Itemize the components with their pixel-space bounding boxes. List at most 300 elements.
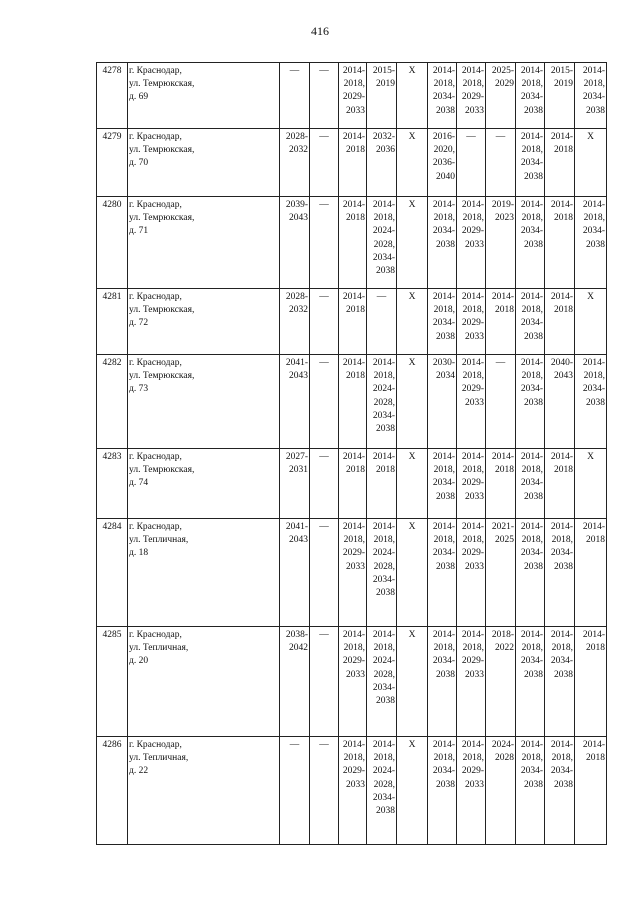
schedule-line: 2028, xyxy=(373,669,395,680)
address-line: д. 73 xyxy=(129,384,149,395)
schedule-line: 2025 xyxy=(495,535,514,546)
schedule-line: 2038 xyxy=(436,105,455,116)
schedule-line: 2014- xyxy=(550,132,573,142)
schedule-cell xyxy=(486,129,516,197)
schedule-line: 2038 xyxy=(524,779,543,790)
schedule-line: 2034- xyxy=(372,410,395,421)
schedule-line: 2038 xyxy=(376,266,395,277)
schedule-line: 2014- xyxy=(582,200,605,210)
schedule-line: 2018, xyxy=(521,79,543,90)
schedule-cell xyxy=(486,627,516,737)
schedule-line: 2019 xyxy=(554,79,573,90)
schedule-line: 2023 xyxy=(495,213,514,224)
schedule-line: 2038 xyxy=(554,669,573,680)
schedule-line: 2014- xyxy=(432,292,455,302)
address-line: г. Краснодар, xyxy=(129,740,182,750)
address-cell xyxy=(128,627,280,737)
schedule-line: 2018 xyxy=(554,145,573,156)
schedule-line: 2036- xyxy=(432,158,455,169)
address-cell xyxy=(128,355,280,449)
schedule-cell xyxy=(367,289,397,355)
address-line: д. 69 xyxy=(129,92,149,103)
schedule-line: 2018, xyxy=(521,145,543,156)
schedule-line: X xyxy=(408,740,416,750)
schedule-line: — xyxy=(466,132,476,142)
address-line: ул. Темрюкская, xyxy=(129,371,195,382)
schedule-line: 2018, xyxy=(433,305,455,316)
table-row xyxy=(97,129,607,197)
schedule-cell xyxy=(310,737,339,845)
schedule-line: 2038 xyxy=(436,779,455,790)
schedule-line: 2042 xyxy=(289,643,308,654)
schedule-cell xyxy=(280,129,310,197)
schedule-line: X xyxy=(408,200,416,210)
schedule-line: 2014- xyxy=(520,630,543,640)
schedule-line: X xyxy=(408,630,416,640)
schedule-line: 2014- xyxy=(520,740,543,750)
schedule-cell xyxy=(280,197,310,289)
schedule-cell xyxy=(367,63,397,129)
schedule-line: 2014- xyxy=(491,452,514,462)
schedule-line: 2018, xyxy=(373,753,395,764)
schedule-line: 2029- xyxy=(342,766,365,777)
schedule-cell xyxy=(428,197,457,289)
schedule-line: 2014- xyxy=(582,522,605,532)
schedule-line: 2018, xyxy=(433,753,455,764)
schedule-line: 2027- xyxy=(285,452,308,462)
address-line: ул. Темрюкская, xyxy=(129,79,195,90)
schedule-line: 2029 xyxy=(495,79,514,90)
schedule-line: 2018, xyxy=(551,535,573,546)
schedule-cell xyxy=(280,289,310,355)
schedule-line: X xyxy=(408,132,416,142)
schedule-cell xyxy=(428,627,457,737)
schedule-line: 2040- xyxy=(550,358,573,368)
schedule-cell xyxy=(545,197,575,289)
address-line: д. 18 xyxy=(129,548,149,559)
schedule-line: X xyxy=(408,292,416,302)
schedule-cell xyxy=(575,737,607,845)
schedule-cell xyxy=(397,737,428,845)
schedule-cell xyxy=(397,289,428,355)
row-number: 4278 xyxy=(97,63,128,129)
schedule-cell xyxy=(516,289,545,355)
schedule-line: 2034- xyxy=(432,656,455,667)
schedule-line: 2038 xyxy=(524,105,543,116)
schedule-line: 2033 xyxy=(465,561,484,572)
schedule-line: — xyxy=(319,200,329,210)
schedule-line: 2018, xyxy=(462,79,484,90)
schedule-cell xyxy=(397,197,428,289)
schedule-line: 2014- xyxy=(520,200,543,210)
schedule-line: — xyxy=(495,132,506,142)
schedule-cell xyxy=(367,627,397,737)
schedule-line: 2014- xyxy=(520,292,543,302)
schedule-line: 2018, xyxy=(373,371,395,382)
address-line: д. 72 xyxy=(129,318,149,329)
table-row xyxy=(97,289,607,355)
schedule-cell xyxy=(575,197,607,289)
schedule-line: 2034- xyxy=(432,318,455,329)
schedule-cell xyxy=(310,197,339,289)
schedule-line: 2034- xyxy=(520,766,543,777)
schedule-line: 2018, xyxy=(551,643,573,654)
schedule-line: 2018, xyxy=(521,643,543,654)
schedule-line: 2041- xyxy=(285,522,308,532)
address-cell xyxy=(128,129,280,197)
schedule-line: — xyxy=(319,452,329,462)
table-row xyxy=(97,197,607,289)
schedule-cell xyxy=(339,63,367,129)
schedule-line: 2014- xyxy=(342,740,365,750)
address-line: д. 20 xyxy=(129,656,149,667)
address-line: ул. Темрюкская, xyxy=(129,465,195,476)
schedule-line: 2029- xyxy=(461,92,484,103)
table-row xyxy=(97,627,607,737)
schedule-line: 2028 xyxy=(495,753,514,764)
address-line: ул. Тепличная, xyxy=(129,753,189,764)
schedule-line: 2033 xyxy=(346,561,365,572)
schedule-cell xyxy=(310,63,339,129)
schedule-line: 2038 xyxy=(436,331,455,342)
address-line: д. 70 xyxy=(129,158,149,169)
schedule-line: — xyxy=(319,630,329,640)
schedule-line: 2038 xyxy=(376,424,395,435)
schedule-line: 2039- xyxy=(285,200,308,210)
schedule-line: — xyxy=(319,358,329,368)
schedule-line: 2014- xyxy=(342,522,365,532)
schedule-line: 2020, xyxy=(433,145,455,156)
schedule-line: 2014- xyxy=(342,630,365,640)
schedule-line: 2018 xyxy=(376,465,395,476)
schedule-line: — xyxy=(319,522,329,532)
schedule-line: 2038 xyxy=(524,669,543,680)
row-number: 4284 xyxy=(97,519,128,627)
schedule-line: 2014- xyxy=(520,66,543,76)
schedule-line: 2018, xyxy=(521,213,543,224)
schedule-line: 2014- xyxy=(520,358,543,368)
schedule-line: 2034- xyxy=(432,548,455,559)
schedule-line: 2024- xyxy=(372,384,395,395)
schedule-cell xyxy=(428,289,457,355)
schedule-line: 2018, xyxy=(433,79,455,90)
schedule-line: 2018, xyxy=(343,79,365,90)
address-cell xyxy=(128,737,280,845)
schedule-line: — xyxy=(319,66,329,76)
schedule-line: 2033 xyxy=(465,239,484,250)
address-cell xyxy=(128,519,280,627)
table-row xyxy=(97,355,607,449)
schedule-line: 2034- xyxy=(582,226,605,237)
schedule-line: 2014- xyxy=(461,522,484,532)
schedule-line: 2014- xyxy=(520,132,543,142)
schedule-line: 2014- xyxy=(432,66,455,76)
schedule-line: 2028, xyxy=(373,779,395,790)
schedule-line: 2018, xyxy=(583,79,605,90)
schedule-cell xyxy=(280,519,310,627)
schedule-line: 2034- xyxy=(432,92,455,103)
schedule-line: — xyxy=(319,740,329,750)
schedule-line: 2028, xyxy=(373,561,395,572)
address-line: д. 71 xyxy=(129,226,149,237)
schedule-line: 2018 xyxy=(495,305,514,316)
schedule-line: 2034- xyxy=(372,682,395,693)
schedule-line: 2029- xyxy=(342,656,365,667)
schedule-line: 2033 xyxy=(465,397,484,408)
schedule-line: 2014- xyxy=(432,522,455,532)
schedule-cell xyxy=(339,289,367,355)
schedule-line: 2043 xyxy=(289,371,308,382)
schedule-line: 2018, xyxy=(521,535,543,546)
address-line: ул. Тепличная, xyxy=(129,643,189,654)
schedule-line: 2038 xyxy=(586,239,605,250)
schedule-line: 2018, xyxy=(373,213,395,224)
schedule-line: 2024- xyxy=(491,740,514,750)
schedule-line: 2033 xyxy=(346,779,365,790)
schedule-line: 2034 xyxy=(436,371,455,382)
schedule-cell xyxy=(339,355,367,449)
schedule-line: 2018, xyxy=(583,371,605,382)
schedule-cell xyxy=(575,129,607,197)
schedule-line: 2018, xyxy=(433,213,455,224)
schedule-line: 2014- xyxy=(372,358,395,368)
schedule-line: 2038 xyxy=(586,105,605,116)
schedule-cell xyxy=(486,449,516,519)
schedule-line: 2018, xyxy=(462,535,484,546)
page-number: 416 xyxy=(311,24,329,38)
schedule-line: 2025- xyxy=(491,66,514,76)
schedule-line: 2028, xyxy=(373,397,395,408)
schedule-cell xyxy=(516,63,545,129)
schedule-line: 2038 xyxy=(524,331,543,342)
schedule-line: 2043 xyxy=(289,213,308,224)
schedule-line: 2032 xyxy=(289,145,308,156)
address-line: г. Краснодар, xyxy=(129,66,182,76)
schedule-line: 2038- xyxy=(285,630,308,640)
schedule-cell xyxy=(310,627,339,737)
schedule-cell xyxy=(575,519,607,627)
schedule-line: 2038 xyxy=(376,696,395,707)
schedule-line: 2014- xyxy=(520,522,543,532)
schedule-cell xyxy=(428,449,457,519)
schedule-cell xyxy=(457,197,486,289)
schedule-line: 2018, xyxy=(521,465,543,476)
schedule-line: 2034- xyxy=(520,548,543,559)
schedule-line: 2014- xyxy=(342,452,365,462)
schedule-cell xyxy=(367,449,397,519)
schedule-cell xyxy=(457,519,486,627)
schedule-line: 2028, xyxy=(373,239,395,250)
schedule-line: 2038 xyxy=(586,397,605,408)
schedule-cell xyxy=(397,355,428,449)
schedule-line: X xyxy=(408,522,416,532)
row-number: 4283 xyxy=(97,449,128,519)
address-cell xyxy=(128,289,280,355)
schedule-line: 2014- xyxy=(342,66,365,76)
address-line: ул. Темрюкская, xyxy=(129,145,195,156)
schedule-cell xyxy=(486,355,516,449)
schedule-cell xyxy=(545,519,575,627)
schedule-line: 2014- xyxy=(342,200,365,210)
schedule-cell xyxy=(575,355,607,449)
schedule-line: 2018, xyxy=(462,643,484,654)
row-number: 4279 xyxy=(97,129,128,197)
schedule-line: 2029- xyxy=(461,226,484,237)
schedule-line: 2014- xyxy=(461,358,484,368)
table-row xyxy=(97,449,607,519)
schedule-line: 2014- xyxy=(461,740,484,750)
schedule-line: 2034- xyxy=(520,318,543,329)
schedule-line: X xyxy=(408,358,416,368)
schedule-cell xyxy=(486,289,516,355)
schedule-line: 2032- xyxy=(372,132,395,142)
schedule-line: 2018, xyxy=(521,753,543,764)
schedule-cell xyxy=(367,197,397,289)
row-number: 4286 xyxy=(97,737,128,845)
schedule-line: 2019 xyxy=(376,79,395,90)
schedule-line: 2033 xyxy=(465,331,484,342)
schedule-line: 2018, xyxy=(433,643,455,654)
schedule-line: 2014- xyxy=(432,200,455,210)
schedule-line: 2016- xyxy=(432,132,455,142)
schedule-cell xyxy=(397,129,428,197)
schedule-line: 2034- xyxy=(550,548,573,559)
schedule-line: 2038 xyxy=(436,669,455,680)
schedule-cell xyxy=(486,63,516,129)
schedule-cell xyxy=(486,197,516,289)
schedule-line: 2034- xyxy=(432,226,455,237)
schedule-line: 2034- xyxy=(372,574,395,585)
schedule-cell xyxy=(545,63,575,129)
schedule-line: 2029- xyxy=(461,548,484,559)
schedule-cell xyxy=(310,129,339,197)
schedule-line: 2024- xyxy=(372,766,395,777)
address-line: г. Краснодар, xyxy=(129,200,182,210)
address-line: г. Краснодар, xyxy=(129,292,182,302)
schedule-cell xyxy=(486,737,516,845)
schedule-line: 2034- xyxy=(520,478,543,489)
schedule-line: 2014- xyxy=(432,452,455,462)
schedule-line: 2034- xyxy=(520,158,543,169)
schedule-cell xyxy=(310,289,339,355)
schedule-line: 2014- xyxy=(582,66,605,76)
schedule-line: 2029- xyxy=(461,766,484,777)
schedule-line: 2038 xyxy=(554,561,573,572)
schedule-line: 2018 xyxy=(346,371,365,382)
schedule-cell xyxy=(575,449,607,519)
schedule-line: 2014- xyxy=(372,200,395,210)
schedule-cell xyxy=(280,63,310,129)
schedule-line: 2015- xyxy=(550,66,573,76)
schedule-line: 2015- xyxy=(372,66,395,76)
schedule-line: 2018 xyxy=(586,753,605,764)
schedule-line: 2014- xyxy=(582,740,605,750)
schedule-cell xyxy=(516,519,545,627)
schedule-cell xyxy=(339,129,367,197)
schedule-line: 2034- xyxy=(520,92,543,103)
schedule-cell xyxy=(457,627,486,737)
address-line: г. Краснодар, xyxy=(129,132,182,142)
schedule-line: 2043 xyxy=(554,371,573,382)
schedule-line: 2036 xyxy=(376,145,395,156)
schedule-line: 2033 xyxy=(346,105,365,116)
schedule-cell xyxy=(310,449,339,519)
schedule-line: 2019- xyxy=(491,200,514,210)
schedule-line: 2033 xyxy=(465,105,484,116)
schedule-cell xyxy=(457,129,486,197)
schedule-line: 2038 xyxy=(436,239,455,250)
address-line: ул. Тепличная, xyxy=(129,535,189,546)
schedule-line: 2028- xyxy=(285,292,308,302)
schedule-line: 2018, xyxy=(433,535,455,546)
address-line: г. Краснодар, xyxy=(129,452,182,462)
schedule-line: 2014- xyxy=(372,740,395,750)
schedule-line: 2018, xyxy=(343,643,365,654)
schedule-cell xyxy=(457,737,486,845)
housing-repair-schedule-table xyxy=(96,62,607,845)
schedule-line: 2018, xyxy=(551,753,573,764)
schedule-cell xyxy=(516,627,545,737)
schedule-line: 2014- xyxy=(342,132,365,142)
schedule-line: 2022 xyxy=(495,643,514,654)
address-line: д. 22 xyxy=(129,766,149,777)
address-cell xyxy=(128,197,280,289)
schedule-line: 2018 xyxy=(346,145,365,156)
schedule-line: 2024- xyxy=(372,548,395,559)
address-cell xyxy=(128,449,280,519)
schedule-line: 2018, xyxy=(462,213,484,224)
schedule-cell xyxy=(310,355,339,449)
schedule-line: 2034- xyxy=(582,384,605,395)
schedule-line: 2040 xyxy=(436,171,455,182)
schedule-line: 2041- xyxy=(285,358,308,368)
schedule-line: 2034- xyxy=(520,384,543,395)
schedule-cell xyxy=(516,355,545,449)
row-number: 4280 xyxy=(97,197,128,289)
schedule-line: — xyxy=(319,292,329,302)
schedule-cell xyxy=(397,627,428,737)
schedule-line: 2038 xyxy=(376,806,395,817)
schedule-line: 2018 xyxy=(346,305,365,316)
schedule-line: 2018 xyxy=(495,465,514,476)
schedule-line: 2014- xyxy=(432,630,455,640)
schedule-line: 2029- xyxy=(461,384,484,395)
schedule-line: 2033 xyxy=(465,491,484,502)
schedule-line: 2038 xyxy=(524,561,543,572)
schedule-cell xyxy=(428,737,457,845)
schedule-line: 2034- xyxy=(372,252,395,263)
schedule-cell xyxy=(428,519,457,627)
schedule-cell xyxy=(575,627,607,737)
schedule-line: 2038 xyxy=(524,397,543,408)
schedule-cell xyxy=(280,355,310,449)
schedule-cell xyxy=(457,355,486,449)
schedule-line: 2034- xyxy=(550,766,573,777)
schedule-line: 2034- xyxy=(372,792,395,803)
schedule-cell xyxy=(545,355,575,449)
schedule-line: 2014- xyxy=(372,452,395,462)
schedule-line: X xyxy=(587,452,594,462)
schedule-line: 2018- xyxy=(491,630,514,640)
schedule-line: 2038 xyxy=(436,491,455,502)
schedule-cell xyxy=(310,519,339,627)
schedule-cell xyxy=(575,289,607,355)
schedule-line: 2014- xyxy=(582,630,605,640)
schedule-line: 2033 xyxy=(465,779,484,790)
table-row xyxy=(97,737,607,845)
schedule-line: 2029- xyxy=(342,548,365,559)
schedule-line: 2018, xyxy=(373,643,395,654)
